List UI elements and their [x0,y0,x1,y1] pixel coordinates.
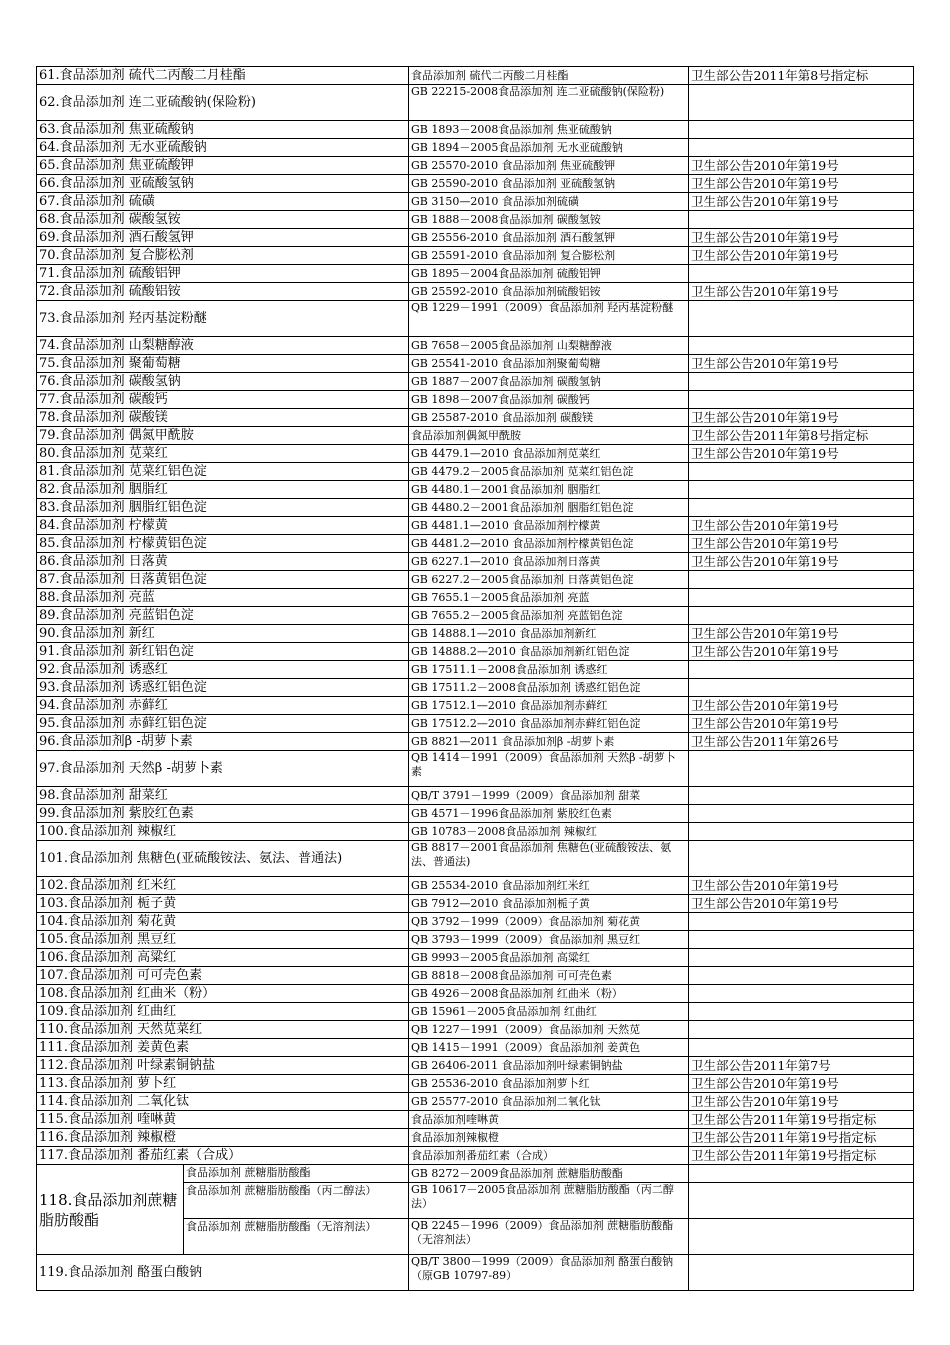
table-row [37,247,914,265]
standard-cell[interactable]: GB 8818－2008食品添加剂 可可壳色素 [409,967,689,985]
notice-cell[interactable]: 卫生部公告2010年第19号 [689,877,914,895]
standard-cell[interactable]: QB 1229－1991（2009）食品添加剂 羟丙基淀粉醚 [409,301,689,337]
notice-cell[interactable] [689,1165,914,1183]
additive-name-cell[interactable]: 84.食品添加剂 柠檬黄 [37,517,409,535]
notice-cell[interactable] [689,589,914,607]
table-row [37,1093,914,1111]
standard-cell[interactable]: GB 17512.2—2010 食品添加剂赤藓红铝色淀 [409,715,689,733]
notice-cell[interactable] [689,481,914,499]
additive-name-cell[interactable]: 111.食品添加剂 姜黄色素 [37,1039,409,1057]
notice-cell[interactable]: 卫生部公告2010年第19号 [689,553,914,571]
table-row [37,895,914,913]
notice-cell[interactable]: 卫生部公告2010年第19号 [689,193,914,211]
table-row [37,787,914,805]
standard-cell[interactable]: GB 7655.2－2005食品添加剂 亮蓝铝色淀 [409,607,689,625]
standard-cell[interactable]: QB 2245－1996（2009）食品添加剂 蔗糖脂肪酸酯（无溶剂法） [409,1219,689,1255]
notice-cell[interactable]: 卫生部公告2011年第8号指定标 [689,427,914,445]
table-row [37,409,914,427]
standard-cell[interactable]: GB 14888.2—2010 食品添加剂新红铝色淀 [409,643,689,661]
notice-cell[interactable]: 卫生部公告2010年第19号 [689,715,914,733]
standard-cell[interactable]: GB 25591-2010 食品添加剂 复合膨松剂 [409,247,689,265]
notice-cell[interactable] [689,931,914,949]
standard-cell[interactable]: GB 4926－2008食品添加剂 红曲米（粉） [409,985,689,1003]
notice-cell[interactable] [689,787,914,805]
table-row [37,733,914,751]
table-row [37,643,914,661]
table-row [37,85,914,121]
table-row [37,517,914,535]
additive-name-cell[interactable]: 81.食品添加剂 苋菜红铝色淀 [37,463,409,481]
standard-cell[interactable]: GB 4571－1996食品添加剂 紫胶红色素 [409,805,689,823]
additive-name-cell[interactable]: 68.食品添加剂 碳酸氢铵 [37,211,409,229]
standard-cell[interactable]: GB 25590-2010 食品添加剂 亚硫酸氢钠 [409,175,689,193]
table-row [37,283,914,301]
standard-cell[interactable]: GB 8272－2009食品添加剂 蔗糖脂肪酸酯 [409,1165,689,1183]
table-row [37,391,914,409]
notice-cell[interactable] [689,1219,914,1255]
standard-cell[interactable]: GB 25592-2010 食品添加剂硫酸铝铵 [409,283,689,301]
standard-cell[interactable]: GB 6227.1—2010 食品添加剂日落黄 [409,553,689,571]
notice-cell[interactable]: 卫生部公告2010年第19号 [689,517,914,535]
additive-name-cell[interactable]: 118.食品添加剂蔗糖脂肪酸酯 [37,1165,184,1255]
standard-cell[interactable]: GB 22215-2008食品添加剂 连二亚硫酸钠(保险粉) [409,85,689,121]
additive-name-cell[interactable]: 112.食品添加剂 叶绿素铜钠盐 [37,1057,409,1075]
table-row [37,913,914,931]
standard-cell[interactable]: GB 4481.2—2010 食品添加剂柠檬黄铝色淀 [409,535,689,553]
additive-name-cell[interactable]: 82.食品添加剂 胭脂红 [37,481,409,499]
additive-name-cell[interactable]: 117.食品添加剂 番茄红素（合成） [37,1147,409,1165]
standard-cell[interactable]: GB 17511.1－2008食品添加剂 诱惑红 [409,661,689,679]
additive-name-cell[interactable]: 105.食品添加剂 黑豆红 [37,931,409,949]
notice-cell[interactable] [689,841,914,877]
standard-cell[interactable]: GB 8821—2011 食品添加剂β -胡萝卜素 [409,733,689,751]
notice-cell[interactable]: 卫生部公告2011年第19号指定标 [689,1129,914,1147]
table-row [37,463,914,481]
additive-name-cell[interactable]: 71.食品添加剂 硫酸铝钾 [37,265,409,283]
standard-cell[interactable]: GB 1888－2008食品添加剂 碳酸氢铵 [409,211,689,229]
notice-cell[interactable] [689,967,914,985]
table-row [37,967,914,985]
table-row [37,877,914,895]
table-row [37,607,914,625]
table-row [37,67,914,85]
additive-name-cell[interactable]: 88.食品添加剂 亮蓝 [37,589,409,607]
notice-cell[interactable]: 卫生部公告2010年第19号 [689,229,914,247]
notice-cell[interactable] [689,265,914,283]
additive-name-cell[interactable]: 67.食品添加剂 硫磺 [37,193,409,211]
notice-cell[interactable] [689,607,914,625]
notice-cell[interactable]: 卫生部公告2010年第19号 [689,283,914,301]
standards-table-body [37,67,914,1291]
table-row [37,841,914,877]
notice-cell[interactable] [689,751,914,787]
notice-cell[interactable] [689,661,914,679]
additive-name-cell[interactable]: 99.食品添加剂 紫胶红色素 [37,805,409,823]
standards-table [36,66,914,1291]
additive-name-cell[interactable]: 102.食品添加剂 红米红 [37,877,409,895]
standard-cell[interactable]: GB 4479.2－2005食品添加剂 苋菜红铝色淀 [409,463,689,481]
standard-cell[interactable]: GB 10617－2005食品添加剂 蔗糖脂肪酸酯（丙二醇法） [409,1183,689,1219]
standard-cell[interactable]: GB 1894－2005食品添加剂 无水亚硫酸钠 [409,139,689,157]
table-row [37,1021,914,1039]
table-row [37,481,914,499]
table-row [37,751,914,787]
standard-cell[interactable]: GB 10783－2008食品添加剂 辣椒红 [409,823,689,841]
notice-cell[interactable] [689,985,914,1003]
additive-name-cell[interactable]: 97.食品添加剂 天然β -胡萝卜素 [37,751,409,787]
notice-cell[interactable]: 卫生部公告2011年第19号指定标 [689,1111,914,1129]
notice-cell[interactable]: 卫生部公告2010年第19号 [689,445,914,463]
standard-cell[interactable]: GB 7658－2005食品添加剂 山梨糖醇液 [409,337,689,355]
standard-cell[interactable]: QB 3792－1999（2009）食品添加剂 菊花黄 [409,913,689,931]
additive-name-cell[interactable]: 74.食品添加剂 山梨糖醇液 [37,337,409,355]
notice-cell[interactable] [689,823,914,841]
additive-name-cell[interactable]: 75.食品添加剂 聚葡萄糖 [37,355,409,373]
standard-cell[interactable]: GB 14888.1—2010 食品添加剂新红 [409,625,689,643]
additive-name-cell[interactable]: 113.食品添加剂 萝卜红 [37,1075,409,1093]
notice-cell[interactable]: 卫生部公告2010年第19号 [689,535,914,553]
additive-name-cell[interactable]: 95.食品添加剂 赤藓红铝色淀 [37,715,409,733]
table-row [37,499,914,517]
standard-cell[interactable]: GB 4480.1－2001食品添加剂 胭脂红 [409,481,689,499]
table-row [37,1075,914,1093]
standard-cell[interactable]: GB 3150—2010 食品添加剂硫磺 [409,193,689,211]
notice-cell[interactable] [689,571,914,589]
table-row [37,571,914,589]
notice-cell[interactable]: 卫生部公告2011年第7号 [689,1057,914,1075]
notice-cell[interactable] [689,211,914,229]
standard-cell[interactable]: GB 15961－2005食品添加剂 红曲红 [409,1003,689,1021]
notice-cell[interactable]: 卫生部公告2010年第19号 [689,409,914,427]
standard-cell[interactable]: GB 4480.2－2001食品添加剂 胭脂红铝色淀 [409,499,689,517]
standard-cell[interactable]: GB 9993－2005食品添加剂 高粱红 [409,949,689,967]
standard-cell[interactable]: GB 25534-2010 食品添加剂红米红 [409,877,689,895]
notice-cell[interactable]: 卫生部公告2010年第19号 [689,1093,914,1111]
notice-cell[interactable] [689,1003,914,1021]
additive-name-cell[interactable]: 70.食品添加剂 复合膨松剂 [37,247,409,265]
standard-cell[interactable]: GB 8817－2001食品添加剂 焦糖色(亚硫酸铵法、氨法、普通法) [409,841,689,877]
additive-name-cell[interactable]: 64.食品添加剂 无水亚硫酸钠 [37,139,409,157]
notice-cell[interactable]: 卫生部公告2011年第8号指定标 [689,67,914,85]
table-row [37,1129,914,1147]
table-row [37,445,914,463]
table-row [37,985,914,1003]
notice-cell[interactable] [689,139,914,157]
table-row [37,301,914,337]
additive-name-cell[interactable]: 91.食品添加剂 新红铝色淀 [37,643,409,661]
table-row [37,589,914,607]
table-row [37,157,914,175]
standard-cell[interactable]: GB 25577-2010 食品添加剂二氧化钛 [409,1093,689,1111]
notice-cell[interactable] [689,85,914,121]
table-row [37,1057,914,1075]
standard-cell[interactable]: QB 1415－1991（2009）食品添加剂 姜黄色 [409,1039,689,1057]
additive-name-cell[interactable]: 69.食品添加剂 酒石酸氢钾 [37,229,409,247]
additive-name-cell[interactable]: 90.食品添加剂 新红 [37,625,409,643]
additive-name-cell[interactable]: 85.食品添加剂 柠檬黄铝色淀 [37,535,409,553]
notice-cell[interactable] [689,373,914,391]
notice-cell[interactable]: 卫生部公告2010年第19号 [689,247,914,265]
additive-name-cell[interactable]: 94.食品添加剂 赤藓红 [37,697,409,715]
additive-name-cell[interactable]: 101.食品添加剂 焦糖色(亚硫酸铵法、氨法、普通法) [37,841,409,877]
additive-name-cell[interactable]: 78.食品添加剂 碳酸镁 [37,409,409,427]
standard-cell[interactable]: GB 17512.1—2010 食品添加剂赤藓红 [409,697,689,715]
table-row [37,193,914,211]
additive-name-cell[interactable]: 96.食品添加剂β -胡萝卜素 [37,733,409,751]
standard-cell[interactable]: QB 1227－1991（2009）食品添加剂 天然苋 [409,1021,689,1039]
standard-cell[interactable]: GB 25556-2010 食品添加剂 酒石酸氢钾 [409,229,689,247]
table-row [37,1165,914,1183]
standard-cell[interactable]: 食品添加剂偶氮甲酰胺 [409,427,689,445]
additive-name-cell[interactable]: 109.食品添加剂 红曲红 [37,1003,409,1021]
additive-name-cell[interactable]: 73.食品添加剂 羟丙基淀粉醚 [37,301,409,337]
additive-name-cell[interactable]: 103.食品添加剂 栀子黄 [37,895,409,913]
table-row [37,229,914,247]
standard-cell[interactable]: GB 26406-2011 食品添加剂叶绿素铜钠盐 [409,1057,689,1075]
additive-name-cell[interactable]: 110.食品添加剂 天然苋菜红 [37,1021,409,1039]
notice-cell[interactable]: 卫生部公告2011年第26号 [689,733,914,751]
notice-cell[interactable] [689,391,914,409]
sub-method-cell[interactable]: 食品添加剂 蔗糖脂肪酸酯（无溶剂法） [184,1219,409,1255]
additive-name-cell[interactable]: 106.食品添加剂 高粱红 [37,949,409,967]
table-row [37,949,914,967]
notice-cell[interactable] [689,1039,914,1057]
additive-name-cell[interactable]: 100.食品添加剂 辣椒红 [37,823,409,841]
standard-cell[interactable]: GB 1895－2004食品添加剂 硫酸铝钾 [409,265,689,283]
additive-name-cell[interactable]: 66.食品添加剂 亚硫酸氢钠 [37,175,409,193]
additive-name-cell[interactable]: 63.食品添加剂 焦亚硫酸钠 [37,121,409,139]
standard-cell[interactable]: 食品添加剂辣椒橙 [409,1129,689,1147]
table-row [37,553,914,571]
standard-cell[interactable]: GB 17511.2－2008食品添加剂 诱惑红铝色淀 [409,679,689,697]
standard-cell[interactable]: QB/T 3791－1999（2009）食品添加剂 甜菜 [409,787,689,805]
notice-cell[interactable] [689,463,914,481]
notice-cell[interactable]: 卫生部公告2010年第19号 [689,355,914,373]
additive-name-cell[interactable]: 108.食品添加剂 红曲米（粉） [37,985,409,1003]
standard-cell[interactable]: QB 1414－1991（2009）食品添加剂 天然β -胡萝卜素 [409,751,689,787]
table-row [37,175,914,193]
standard-cell[interactable]: 食品添加剂 硫代二丙酸二月桂酯 [409,67,689,85]
additive-name-cell[interactable]: 80.食品添加剂 苋菜红 [37,445,409,463]
table-row [37,535,914,553]
notice-cell[interactable]: 卫生部公告2010年第19号 [689,157,914,175]
table-row [37,625,914,643]
additive-name-cell[interactable]: 93.食品添加剂 诱惑红铝色淀 [37,679,409,697]
notice-cell[interactable] [689,1183,914,1219]
additive-name-cell[interactable]: 87.食品添加剂 日落黄铝色淀 [37,571,409,589]
table-row [37,931,914,949]
table-row [37,265,914,283]
notice-cell[interactable] [689,337,914,355]
standard-cell[interactable]: GB 6227.2－2005食品添加剂 日落黄铝色淀 [409,571,689,589]
additive-name-cell[interactable]: 86.食品添加剂 日落黄 [37,553,409,571]
standard-cell[interactable]: GB 4479.1—2010 食品添加剂苋菜红 [409,445,689,463]
sub-method-cell[interactable]: 食品添加剂 蔗糖脂肪酸酯（丙二醇法） [184,1183,409,1219]
additive-name-cell[interactable]: 116.食品添加剂 辣椒橙 [37,1129,409,1147]
standard-cell[interactable]: GB 7912—2010 食品添加剂栀子黄 [409,895,689,913]
notice-cell[interactable] [689,679,914,697]
additive-name-cell[interactable]: 92.食品添加剂 诱惑红 [37,661,409,679]
standard-cell[interactable]: GB 7655.1－2005食品添加剂 亮蓝 [409,589,689,607]
additive-name-cell[interactable]: 98.食品添加剂 甜菜红 [37,787,409,805]
table-row [37,1255,914,1291]
sub-method-cell[interactable]: 食品添加剂 蔗糖脂肪酸酯 [184,1165,409,1183]
standard-cell[interactable]: GB 4481.1—2010 食品添加剂柠檬黄 [409,517,689,535]
table-row [37,1003,914,1021]
standard-cell[interactable]: QB 3793－1999（2009）食品添加剂 黑豆红 [409,931,689,949]
notice-cell[interactable]: 卫生部公告2010年第19号 [689,625,914,643]
additive-name-cell[interactable]: 107.食品添加剂 可可壳色素 [37,967,409,985]
table-row [37,1111,914,1129]
table-row [37,661,914,679]
additive-name-cell[interactable]: 114.食品添加剂 二氧化钛 [37,1093,409,1111]
standard-cell[interactable]: 食品添加剂番茄红素（合成） [409,1147,689,1165]
standard-cell[interactable]: GB 1887－2007食品添加剂 碳酸氢钠 [409,373,689,391]
additive-name-cell[interactable]: 89.食品添加剂 亮蓝铝色淀 [37,607,409,625]
additive-name-cell[interactable]: 79.食品添加剂 偶氮甲酰胺 [37,427,409,445]
additive-name-cell[interactable]: 83.食品添加剂 胭脂红铝色淀 [37,499,409,517]
notice-cell[interactable] [689,1021,914,1039]
additive-name-cell[interactable]: 72.食品添加剂 硫酸铝铵 [37,283,409,301]
table-row [37,715,914,733]
table-row [37,121,914,139]
table-row [37,1147,914,1165]
table-row [37,337,914,355]
notice-cell[interactable]: 卫生部公告2011年第19号指定标 [689,1147,914,1165]
additive-name-cell[interactable]: 119.食品添加剂 酪蛋白酸钠 [37,1255,409,1291]
table-row [37,805,914,823]
standard-cell[interactable]: 食品添加剂喹啉黄 [409,1111,689,1129]
standard-cell[interactable]: GB 25570-2010 食品添加剂 焦亚硫酸钾 [409,157,689,175]
standard-cell[interactable]: GB 25536-2010 食品添加剂萝卜红 [409,1075,689,1093]
notice-cell[interactable] [689,499,914,517]
notice-cell[interactable]: 卫生部公告2010年第19号 [689,697,914,715]
notice-cell[interactable] [689,949,914,967]
notice-cell[interactable] [689,805,914,823]
notice-cell[interactable]: 卫生部公告2010年第19号 [689,643,914,661]
notice-cell[interactable] [689,1255,914,1291]
table-row [37,1039,914,1057]
notice-cell[interactable]: 卫生部公告2010年第19号 [689,895,914,913]
table-row [37,355,914,373]
standard-cell[interactable]: GB 25541-2010 食品添加剂聚葡萄糖 [409,355,689,373]
additive-name-cell[interactable]: 76.食品添加剂 碳酸氢钠 [37,373,409,391]
additive-name-cell[interactable]: 115.食品添加剂 喹啉黄 [37,1111,409,1129]
table-row [37,697,914,715]
standard-cell[interactable]: GB 1893－2008食品添加剂 焦亚硫酸钠 [409,121,689,139]
notice-cell[interactable] [689,913,914,931]
notice-cell[interactable] [689,121,914,139]
standard-cell[interactable]: GB 1898－2007食品添加剂 碳酸钙 [409,391,689,409]
table-row [37,679,914,697]
table-row [37,373,914,391]
additive-name-cell[interactable]: 61.食品添加剂 硫代二丙酸二月桂酯 [37,67,409,85]
standard-cell[interactable]: GB 25587-2010 食品添加剂 碳酸镁 [409,409,689,427]
additive-name-cell[interactable]: 77.食品添加剂 碳酸钙 [37,391,409,409]
table-row [37,211,914,229]
notice-cell[interactable] [689,301,914,337]
additive-name-cell[interactable]: 65.食品添加剂 焦亚硫酸钾 [37,157,409,175]
table-row [37,139,914,157]
standard-cell[interactable]: QB/T 3800－1999（2009）食品添加剂 酪蛋白酸钠（原GB 10797-89） [409,1255,689,1291]
notice-cell[interactable]: 卫生部公告2010年第19号 [689,175,914,193]
table-row [37,823,914,841]
notice-cell[interactable]: 卫生部公告2010年第19号 [689,1075,914,1093]
additive-name-cell[interactable]: 62.食品添加剂 连二亚硫酸钠(保险粉) [37,85,409,121]
additive-name-cell[interactable]: 104.食品添加剂 菊花黄 [37,913,409,931]
table-row [37,427,914,445]
